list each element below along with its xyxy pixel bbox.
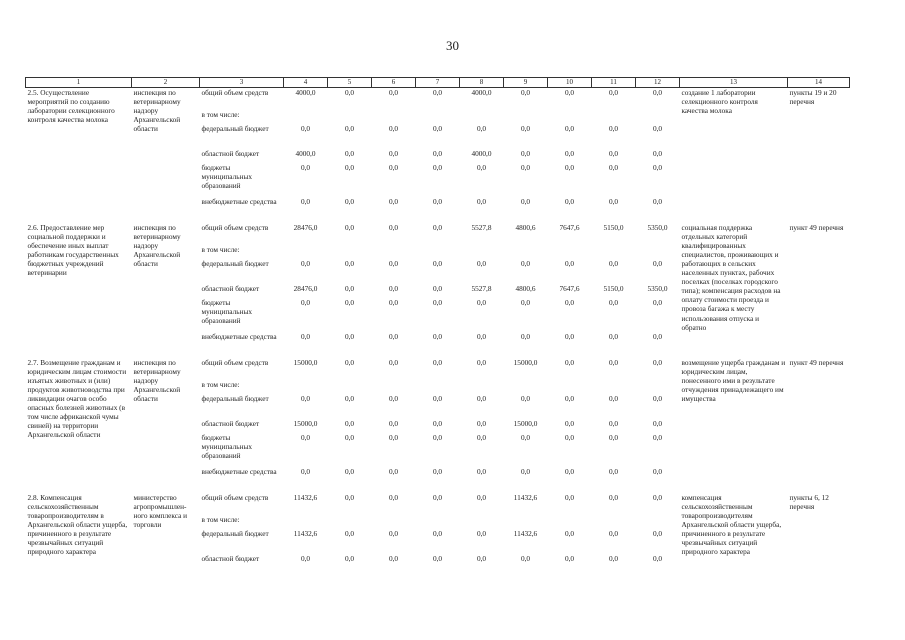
empty-cell xyxy=(592,515,636,529)
amount-cell: 5150,0 xyxy=(603,222,624,232)
amount-cell: 0,0 xyxy=(476,258,487,268)
amount-cell: 0,0 xyxy=(388,148,399,158)
empty-cell xyxy=(372,110,416,124)
amount-cell: 5150,0 xyxy=(603,283,624,293)
amount-cell: 0,0 xyxy=(520,258,531,268)
amount-cell: 0,0 xyxy=(608,432,619,442)
amount-cell: 0,0 xyxy=(652,331,663,341)
empty-cell xyxy=(372,245,416,259)
funding-source: бюджеты муниципальных образований xyxy=(201,297,253,325)
measure-name: 2.7. Возмещение гражданам и юридическим лицам стоимости изъятых животных и (или) продуктов животноводства при ликвидации очагов особо опасных болезней животных (в том числе африканской чумы свиней) на территории Архангельской области xyxy=(27,357,127,440)
funding-source: федеральный бюджет xyxy=(201,258,269,268)
funding-source: бюджеты муниципальных образований xyxy=(201,162,253,190)
amount-cell: 0,0 xyxy=(344,148,355,158)
amount-cell: 0,0 xyxy=(520,297,531,307)
amount-cell: 0,0 xyxy=(520,553,531,563)
amount-cell: 0,0 xyxy=(344,553,355,563)
amount-cell: 0,0 xyxy=(652,432,663,442)
amount-cell: 0,0 xyxy=(476,553,487,563)
empty-cell xyxy=(636,515,680,529)
empty-cell xyxy=(504,110,548,124)
empty-cell xyxy=(328,380,372,394)
reference: пункты 19 и 20 перечня xyxy=(789,88,837,107)
empty-cell xyxy=(460,515,504,529)
header-cell: 14 xyxy=(788,78,850,88)
amount-cell: 0,0 xyxy=(344,222,355,232)
header-cell: 2 xyxy=(132,78,200,88)
amount-cell: 4000,0 xyxy=(295,88,316,97)
amount-cell: 0,0 xyxy=(388,162,399,172)
amount-cell: 0,0 xyxy=(652,357,663,367)
empty-cell xyxy=(284,380,328,394)
amount-cell: 0,0 xyxy=(652,393,663,403)
amount-cell: 28476,0 xyxy=(293,283,318,293)
amount-cell: 0,0 xyxy=(388,297,399,307)
amount-cell: 0,0 xyxy=(520,432,531,442)
header-cell: 6 xyxy=(372,78,416,88)
amount-cell: 0,0 xyxy=(388,418,399,428)
funding-source: областной бюджет xyxy=(201,283,260,293)
funding-source: общий объем средств xyxy=(201,492,269,502)
table-row xyxy=(26,223,850,245)
amount-cell: 0,0 xyxy=(388,222,399,232)
header-cell: 11 xyxy=(592,78,636,88)
amount-cell: 0,0 xyxy=(608,297,619,307)
amount-cell: 0,0 xyxy=(564,357,575,367)
amount-cell: 0,0 xyxy=(608,528,619,538)
amount-cell: 0,0 xyxy=(564,418,575,428)
executor: инспекция по ветеринарному надзору Архангельской области xyxy=(133,88,181,134)
amount-cell: 0,0 xyxy=(476,492,487,502)
funding-source: федеральный бюджет xyxy=(201,393,269,403)
header-cell: 12 xyxy=(636,78,680,88)
header-cell: 5 xyxy=(328,78,372,88)
amount-cell: 0,0 xyxy=(388,123,399,133)
amount-cell: 0,0 xyxy=(608,393,619,403)
header-cell: 13 xyxy=(680,78,788,88)
amount-cell: 0,0 xyxy=(608,148,619,158)
amount-cell: 0,0 xyxy=(652,258,663,268)
amount-cell: 0,0 xyxy=(432,466,443,476)
amount-cell: 0,0 xyxy=(432,553,443,563)
amount-cell: 0,0 xyxy=(652,162,663,172)
amount-cell: 0,0 xyxy=(344,393,355,403)
empty-cell xyxy=(284,110,328,124)
header-cell: 8 xyxy=(460,78,504,88)
amount-cell: 0,0 xyxy=(344,466,355,476)
amount-cell: 0,0 xyxy=(564,331,575,341)
amount-cell: 0,0 xyxy=(300,297,311,307)
amount-cell: 0,0 xyxy=(344,418,355,428)
amount-cell: 0,0 xyxy=(344,258,355,268)
amount-cell: 15000,0 xyxy=(513,418,538,428)
amount-cell: 0,0 xyxy=(608,492,619,502)
measure-name: 2.6. Предоставление мер социальной поддержки и обеспечение иных выплат работникам государственных бюджетных учреждений ветеринарии xyxy=(27,222,119,278)
amount-cell: 0,0 xyxy=(564,297,575,307)
amount-cell: 0,0 xyxy=(476,331,487,341)
header-cell: 3 xyxy=(200,78,284,88)
amount-cell: 0,0 xyxy=(476,196,487,206)
amount-cell: 5527,8 xyxy=(471,283,492,293)
amount-cell: 0,0 xyxy=(520,196,531,206)
amount-cell: 0,0 xyxy=(300,123,311,133)
amount-cell: 0,0 xyxy=(608,418,619,428)
amount-cell: 0,0 xyxy=(476,432,487,442)
funding-source: внебюджетные средства xyxy=(201,331,277,341)
amount-cell: 0,0 xyxy=(388,393,399,403)
amount-cell: 15000,0 xyxy=(293,357,318,367)
amount-cell: 0,0 xyxy=(432,283,443,293)
amount-cell: 4000,0 xyxy=(295,148,316,158)
amount-cell: 0,0 xyxy=(608,162,619,172)
funding-source: федеральный бюджет xyxy=(201,123,269,133)
amount-cell: 0,0 xyxy=(344,297,355,307)
amount-cell: 0,0 xyxy=(388,553,399,563)
executor: инспекция по ветеринарному надзору Архангельской области xyxy=(133,222,181,268)
amount-cell: 0,0 xyxy=(520,123,531,133)
amount-cell: 0,0 xyxy=(564,492,575,502)
amount-cell: 0,0 xyxy=(564,123,575,133)
amount-cell: 0,0 xyxy=(476,418,487,428)
amount-cell: 0,0 xyxy=(388,528,399,538)
program-table xyxy=(25,77,850,568)
amount-cell: 0,0 xyxy=(388,196,399,206)
empty-cell xyxy=(636,380,680,394)
amount-cell: 0,0 xyxy=(344,492,355,502)
amount-cell: 5350,0 xyxy=(647,283,668,293)
header-cell: 9 xyxy=(504,78,548,88)
empty-cell xyxy=(548,515,592,529)
empty-cell xyxy=(416,380,460,394)
amount-cell: 0,0 xyxy=(432,418,443,428)
amount-cell: 0,0 xyxy=(432,123,443,133)
amount-cell: 0,0 xyxy=(476,466,487,476)
header-cell: 4 xyxy=(284,78,328,88)
amount-cell: 7647,6 xyxy=(559,283,580,293)
amount-cell: 0,0 xyxy=(608,331,619,341)
empty-cell xyxy=(592,380,636,394)
amount-cell: 0,0 xyxy=(300,162,311,172)
empty-cell xyxy=(504,245,548,259)
funding-source: внебюджетные средства xyxy=(201,196,277,206)
empty-cell xyxy=(460,380,504,394)
funding-source: областной бюджет xyxy=(201,148,260,158)
amount-cell: 28476,0 xyxy=(293,222,318,232)
amount-cell: 0,0 xyxy=(432,357,443,367)
funding-source: федеральный бюджет xyxy=(201,528,269,538)
amount-cell: 0,0 xyxy=(432,393,443,403)
amount-cell: 0,0 xyxy=(564,148,575,158)
amount-cell: 0,0 xyxy=(564,528,575,538)
amount-cell: 0,0 xyxy=(344,528,355,538)
amount-cell: 5350,0 xyxy=(647,222,668,232)
amount-cell: 0,0 xyxy=(432,196,443,206)
expected-result: социальная поддержка отдельных категорий квалифицированных специалистов, проживающих и работающих в сельских населенных пунктах, рабочих поселках (поселках городского типа); компенсация расходов на оплату стоимости проезда и провоза багажа к месту использования отпуска и обратно xyxy=(681,222,781,332)
amount-cell: 4000,0 xyxy=(471,148,492,158)
table-row xyxy=(26,88,850,110)
reference: пункт 49 перечня xyxy=(789,357,844,367)
empty-cell xyxy=(372,380,416,394)
amount-cell: 0,0 xyxy=(652,297,663,307)
empty-cell xyxy=(416,245,460,259)
amount-cell: 4800,6 xyxy=(515,283,536,293)
empty-cell xyxy=(328,245,372,259)
amount-cell: 0,0 xyxy=(432,148,443,158)
amount-cell: 4000,0 xyxy=(471,88,492,97)
amount-cell: 0,0 xyxy=(652,148,663,158)
header-cell: 10 xyxy=(548,78,592,88)
measure-name: 2.5. Осуществление мероприятий по созданию лаборатории селекционного контроля качества молока xyxy=(27,88,115,125)
empty-cell xyxy=(460,110,504,124)
amount-cell: 0,0 xyxy=(476,297,487,307)
empty-cell xyxy=(460,245,504,259)
expected-result: создание 1 лаборатории селекционного контроля качества молока xyxy=(681,88,758,116)
amount-cell: 0,0 xyxy=(432,88,443,97)
amount-cell: 0,0 xyxy=(608,357,619,367)
amount-cell: 0,0 xyxy=(652,492,663,502)
funding-source: бюджеты муниципальных образований xyxy=(201,432,253,460)
amount-cell: 0,0 xyxy=(300,258,311,268)
amount-cell: 0,0 xyxy=(432,222,443,232)
empty-cell xyxy=(372,515,416,529)
empty-cell xyxy=(592,245,636,259)
amount-cell: 0,0 xyxy=(388,432,399,442)
amount-cell: 0,0 xyxy=(564,88,575,97)
amount-cell: 0,0 xyxy=(608,258,619,268)
amount-cell: 0,0 xyxy=(652,528,663,538)
amount-cell: 0,0 xyxy=(476,357,487,367)
amount-cell: 0,0 xyxy=(652,196,663,206)
funding-source: в том числе: xyxy=(201,109,240,119)
amount-cell: 4800,6 xyxy=(515,222,536,232)
amount-cell: 0,0 xyxy=(300,196,311,206)
amount-cell: 0,0 xyxy=(476,393,487,403)
reference: пункты 6, 12 перечня xyxy=(789,492,829,511)
amount-cell: 0,0 xyxy=(564,393,575,403)
amount-cell: 0,0 xyxy=(388,283,399,293)
empty-cell xyxy=(548,245,592,259)
amount-cell: 0,0 xyxy=(344,432,355,442)
empty-cell xyxy=(592,110,636,124)
amount-cell: 0,0 xyxy=(344,88,355,97)
executor: инспекция по ветеринарному надзору Архангельской области xyxy=(133,357,181,403)
amount-cell: 0,0 xyxy=(520,88,531,97)
amount-cell: 0,0 xyxy=(564,196,575,206)
amount-cell: 5527,8 xyxy=(471,222,492,232)
empty-cell xyxy=(328,515,372,529)
funding-source: в том числе: xyxy=(201,379,240,389)
amount-cell: 0,0 xyxy=(564,432,575,442)
measure-name: 2.8. Компенсация сельскохозяйственным товаропроизводителям в Архангельской области ущерба, причиненного в результате чрезвычайных ситуаций природного характера xyxy=(27,492,128,557)
amount-cell: 0,0 xyxy=(652,553,663,563)
amount-cell: 0,0 xyxy=(608,88,619,97)
amount-cell: 0,0 xyxy=(652,123,663,133)
table-row xyxy=(26,358,850,380)
amount-cell: 0,0 xyxy=(432,331,443,341)
funding-source: общий объем средств xyxy=(201,88,269,97)
amount-cell: 0,0 xyxy=(608,466,619,476)
amount-cell: 11432,6 xyxy=(513,492,538,502)
amount-cell: 0,0 xyxy=(608,123,619,133)
amount-cell: 0,0 xyxy=(432,258,443,268)
funding-source: областной бюджет xyxy=(201,553,260,563)
amount-cell: 0,0 xyxy=(520,162,531,172)
page-number: 30 xyxy=(446,38,459,53)
amount-cell: 0,0 xyxy=(300,553,311,563)
amount-cell: 0,0 xyxy=(344,283,355,293)
amount-cell: 0,0 xyxy=(520,331,531,341)
amount-cell: 0,0 xyxy=(388,357,399,367)
reference: пункт 49 перечня xyxy=(789,222,844,232)
amount-cell: 0,0 xyxy=(520,393,531,403)
amount-cell: 0,0 xyxy=(344,196,355,206)
amount-cell: 0,0 xyxy=(520,466,531,476)
amount-cell: 7647,6 xyxy=(559,222,580,232)
amount-cell: 0,0 xyxy=(652,88,663,97)
amount-cell: 0,0 xyxy=(388,88,399,97)
amount-cell: 0,0 xyxy=(476,162,487,172)
amount-cell: 0,0 xyxy=(300,432,311,442)
funding-source: общий объем средств xyxy=(201,222,269,232)
amount-cell: 0,0 xyxy=(344,123,355,133)
amount-cell: 0,0 xyxy=(652,466,663,476)
amount-cell: 11432,6 xyxy=(293,528,318,538)
amount-cell: 0,0 xyxy=(476,123,487,133)
empty-cell xyxy=(284,515,328,529)
header-cell: 1 xyxy=(26,78,132,88)
amount-cell: 15000,0 xyxy=(513,357,538,367)
amount-cell: 0,0 xyxy=(476,528,487,538)
funding-source: общий объем средств xyxy=(201,357,269,367)
empty-cell xyxy=(636,245,680,259)
empty-cell xyxy=(548,380,592,394)
empty-cell xyxy=(636,110,680,124)
amount-cell: 0,0 xyxy=(652,418,663,428)
amount-cell: 0,0 xyxy=(608,553,619,563)
empty-cell xyxy=(416,110,460,124)
funding-source: в том числе: xyxy=(201,514,240,524)
table-row xyxy=(26,493,850,515)
amount-cell: 0,0 xyxy=(344,331,355,341)
header-cell: 7 xyxy=(416,78,460,88)
amount-cell: 15000,0 xyxy=(293,418,318,428)
amount-cell: 0,0 xyxy=(564,553,575,563)
empty-cell xyxy=(548,110,592,124)
empty-cell xyxy=(504,380,548,394)
amount-cell: 0,0 xyxy=(388,258,399,268)
funding-source: внебюджетные средства xyxy=(201,466,277,476)
amount-cell: 0,0 xyxy=(300,393,311,403)
amount-cell: 0,0 xyxy=(344,162,355,172)
amount-cell: 11432,6 xyxy=(293,492,318,502)
amount-cell: 0,0 xyxy=(300,466,311,476)
funding-source: областной бюджет xyxy=(201,418,260,428)
amount-cell: 0,0 xyxy=(432,162,443,172)
expected-result: возмещение ущерба гражданам и юридическим лицам, понесенного ими в результате отчуждения принадлежащего им имущества xyxy=(681,357,786,403)
amount-cell: 0,0 xyxy=(564,466,575,476)
empty-cell xyxy=(416,515,460,529)
amount-cell: 0,0 xyxy=(520,148,531,158)
amount-cell: 0,0 xyxy=(432,528,443,538)
expected-result: компенсация сельскохозяйственным товаропроизводителям Архангельской области ущерба, причиненного в результате чрезвычайных ситуаций природного характера xyxy=(681,492,782,557)
amount-cell: 0,0 xyxy=(388,466,399,476)
empty-cell xyxy=(284,245,328,259)
amount-cell: 0,0 xyxy=(432,432,443,442)
funding-source: в том числе: xyxy=(201,244,240,254)
amount-cell: 0,0 xyxy=(300,331,311,341)
amount-cell: 11432,6 xyxy=(513,528,538,538)
amount-cell: 0,0 xyxy=(564,258,575,268)
amount-cell: 0,0 xyxy=(388,331,399,341)
amount-cell: 0,0 xyxy=(432,492,443,502)
amount-cell: 0,0 xyxy=(432,297,443,307)
executor: министерство агропромышлен-ного комплекса и торговли xyxy=(133,492,188,529)
amount-cell: 0,0 xyxy=(564,162,575,172)
amount-cell: 0,0 xyxy=(388,492,399,502)
amount-cell: 0,0 xyxy=(344,357,355,367)
empty-cell xyxy=(328,110,372,124)
empty-cell xyxy=(504,515,548,529)
header-row xyxy=(26,78,850,88)
amount-cell: 0,0 xyxy=(608,196,619,206)
